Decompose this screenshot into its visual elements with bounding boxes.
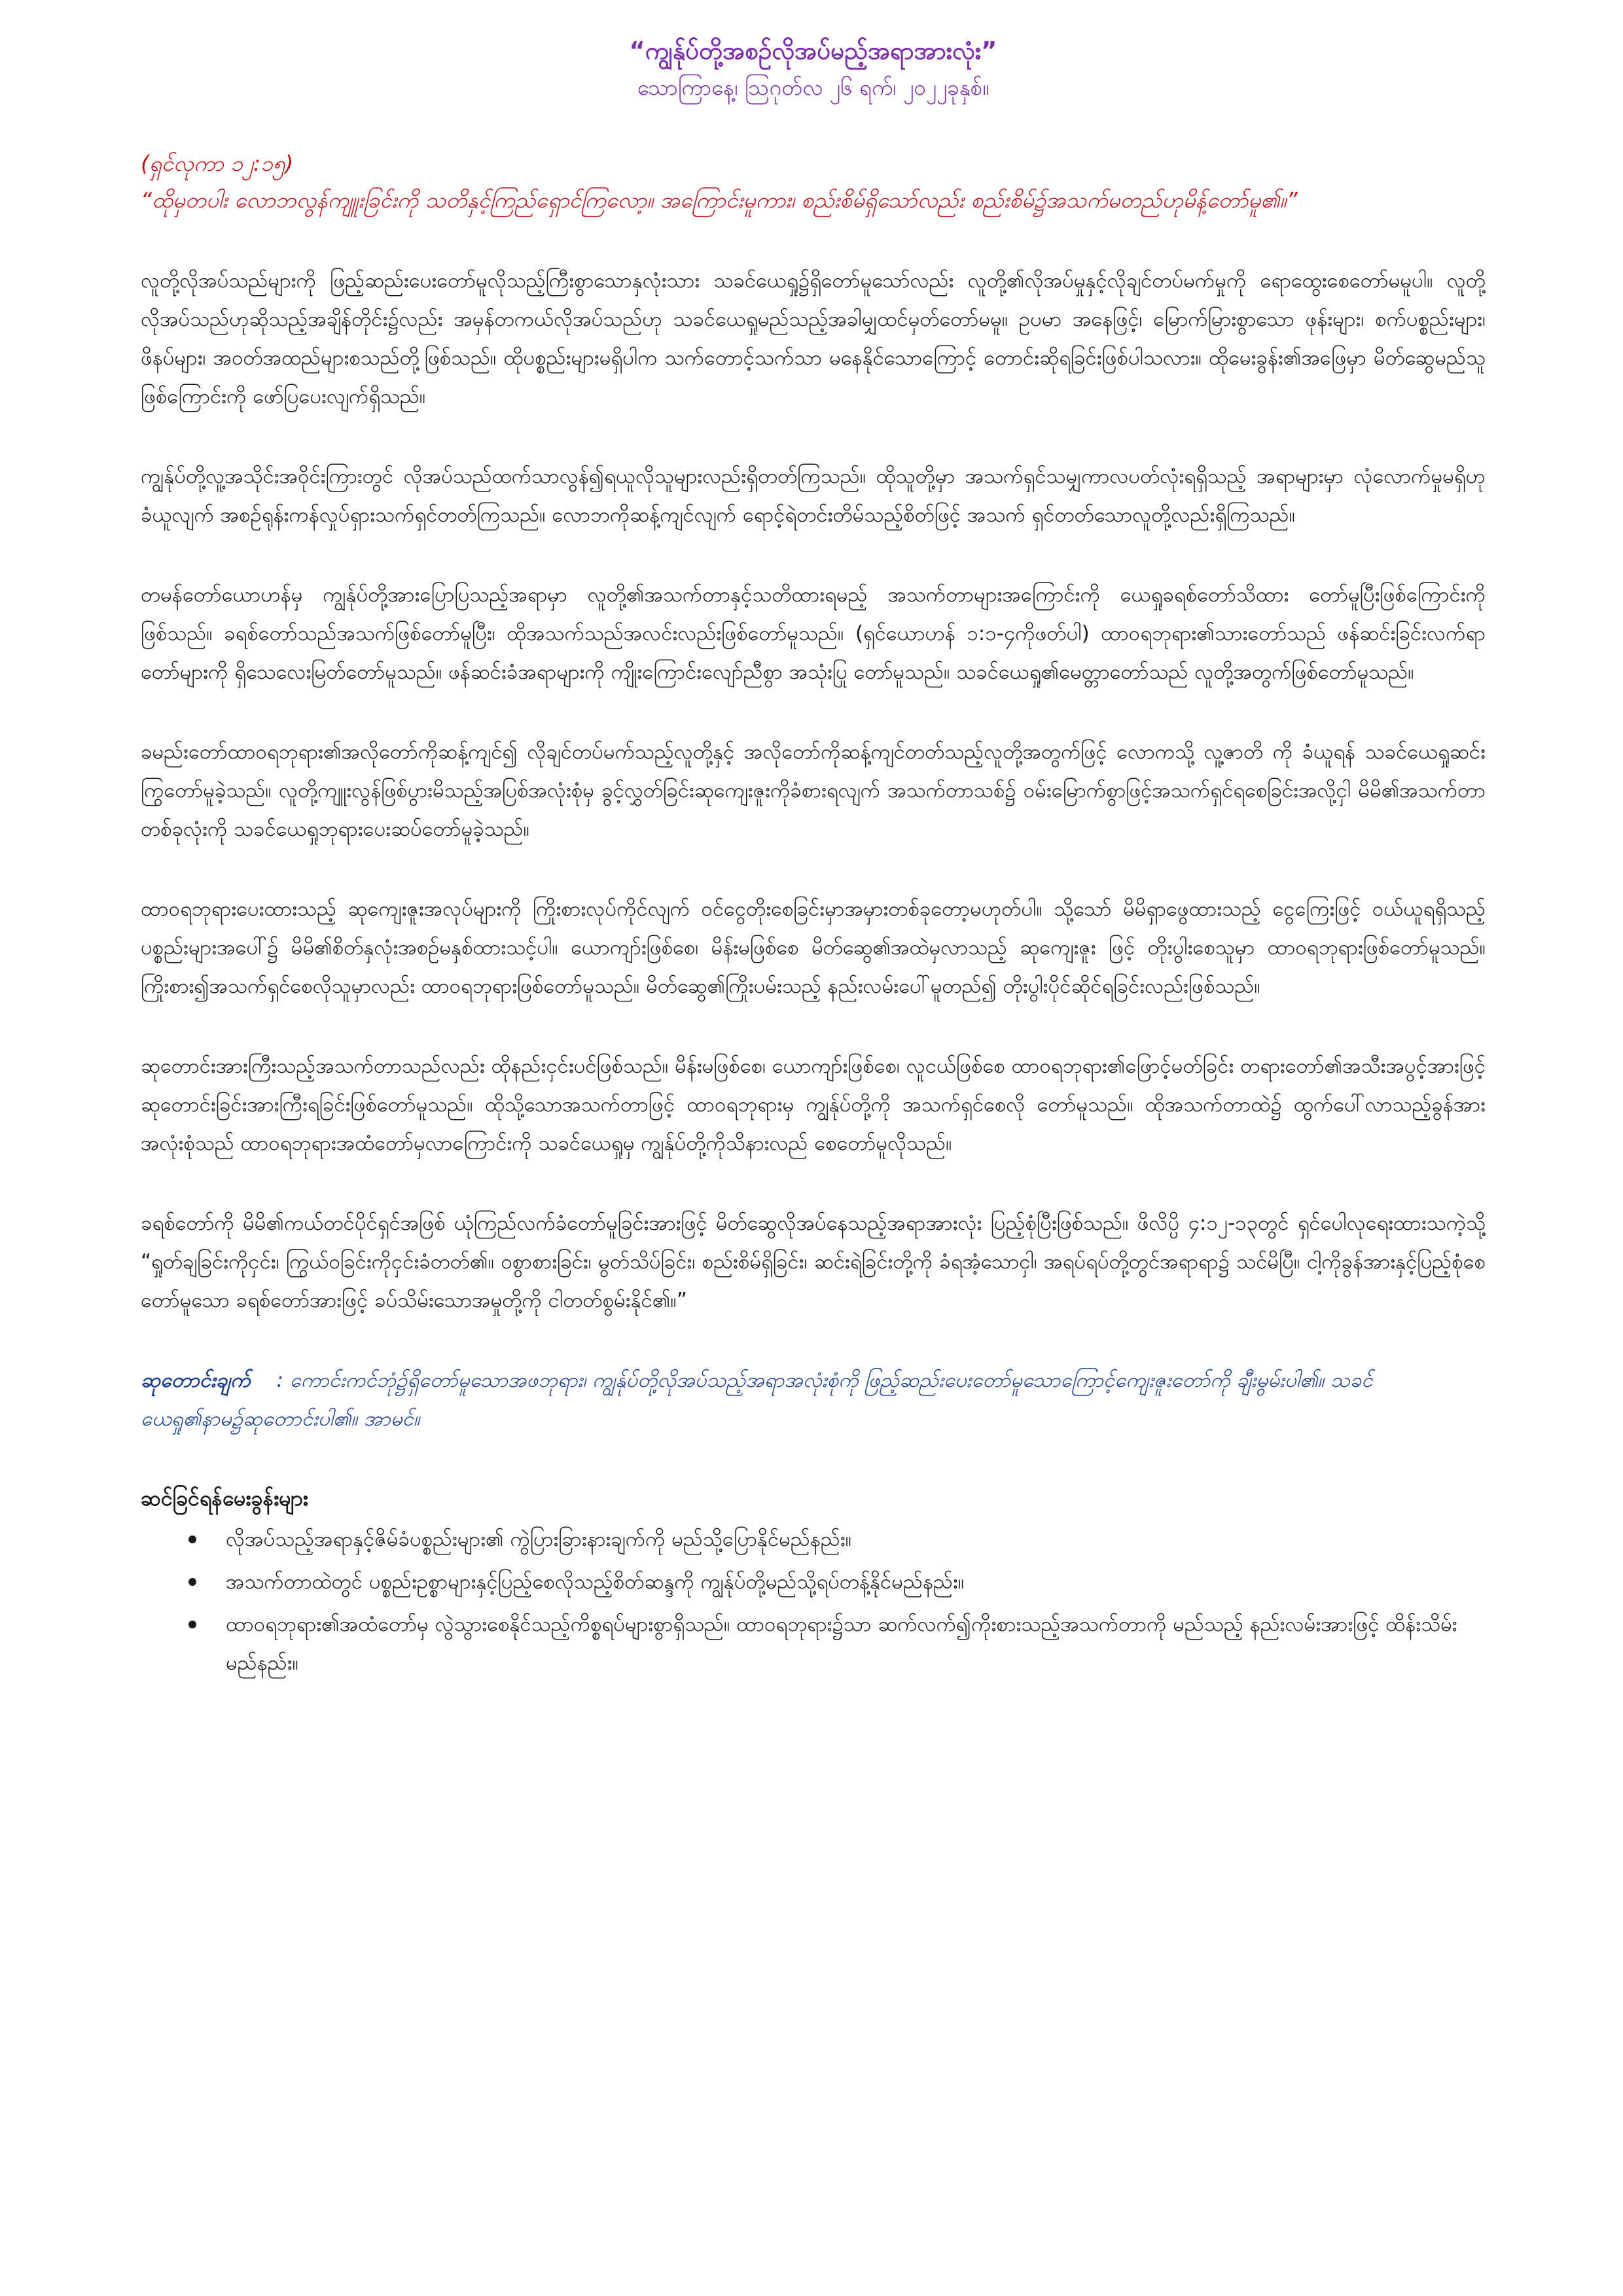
question-text: အသက်တာထဲတွင် ပစ္စည်းဥစ္စာများနှင့်ပြည့်စေလိုသည့်စိတ်ဆန္ဒကို ကျွန်ုပ်တို့မည်သို့ရပ်တန့်နိုင်မည်နည်း။ [226, 1570, 965, 1594]
list-item [188, 1563, 1486, 1602]
verse-reference: (ရှင်လုကာ ၁၂:၁၅) [141, 151, 294, 176]
questions-title: ဆင်ခြင်ရန်မေးခွန်းများ [141, 1486, 308, 1511]
questions-list [141, 1520, 1486, 1683]
prayer-text: ကောင်းကင်ဘုံ၌ရှိတော်မူသောအဖဘုရား၊ ကျွန်ုပ်တို့လိုအပ်သည့်အရာအလုံးစုံကို ဖြည့်ဆည်းပေးတော်မူသောကြောင့်ကျေးဇူးတော်ကို ချီးမွမ်းပါ၏။ သခင်ယေရှု၏နာမ၌ဆုတောင်းပါ၏။ အာမင်။ [141, 1369, 1373, 1431]
question-text: လိုအပ်သည့်အရာနှင့်ဇိမ်ခံပစ္စည်းများ၏ ကွဲပြားခြားနားချက်ကို မည်သို့ပြောနိုင်မည်နည်း။ [226, 1528, 852, 1551]
list-item [188, 1520, 1486, 1559]
page-title: “ကျွန်ုပ်တို့အစဉ်လိုအပ်မည့်အရာအားလုံး” [629, 37, 997, 65]
prayer-separator: : [276, 1369, 283, 1392]
verse-text: “ထိုမှတပါး လောဘလွန်ကျူးခြင်းကို သတိနှင့်ကြည်ရှောင်ကြလော့။ အကြောင်းမူကား၊ စည်းစိမ်ရှိသော်လည်း စည်းစိမ်၌အသက်မတည်ဟုမိန့်တော်မူ၏။” [141, 187, 1298, 213]
bullet-icon [188, 1578, 196, 1586]
page-date: သောကြာနေ့၊ ဩဂုတ်လ ၂၆ ရက်၊ ၂၀၂၂ခုနှစ်။ [637, 75, 990, 100]
question-text: ထာဝရဘုရား၏အထံတော်မှ လွဲသွားစေနိုင်သည့်ကိစ္စရပ်များစွာရှိသည်။ ထာဝရဘုရား၌သာ ဆက်လက်၍ကိုးစားသည့်အသက်တာကို မည်သည့် နည်းလမ်းအားဖြင့် ထိန်းသိမ်းမည်နည်း။ [226, 1613, 1457, 1675]
bullet-icon [188, 1621, 196, 1628]
body-paragraph: လူတို့လိုအပ်သည်များကို ဖြည့်ဆည်းပေးတော်မူလိုသည့်ကြီးစွာသောနှလုံးသား သခင်ယေရှု၌ရှိတော်မူသော်လည်း လူတို့၏လိုအပ်မှုနှင့်လိုချင်တပ်မက်မှုကို ရောထွေးစေတော်မမူပါ။ လူတို့လိုအပ်သည်ဟုဆိုသည့်အချိန်တိုင်း၌လည်း အမှန်တကယ်လိုအပ်သည်ဟု သခင်ယေရှုမည်သည့်အခါမျှထင်မှတ်တော်မမူ။ ဥပမာ အနေဖြင့်၊ မြောက်မြားစွာသော ဖုန်းများ၊ စက်ပစ္စည်းများ၊ ဖိနပ်များ၊ အဝတ်အထည်များစသည်တို့ဖြစ်သည်။ ထိုပစ္စည်းများမရှိပါက သက်တောင့်သက်သာ မနေနိုင်သောကြောင့် တောင်းဆိုရခြင်းဖြစ်ပါသလား။ ထိုမေးခွန်း၏အဖြေမှာ မိတ်ဆွေမည်သူဖြစ်ကြောင်းကို ဖော်ပြပေးလျက်ရှိသည်။ [141, 269, 1486, 408]
prayer-block [141, 1361, 1486, 1439]
body-paragraph: ကျွန်ုပ်တို့လူ့အသိုင်းအဝိုင်းကြားတွင် လိုအပ်သည်ထက်သာလွန်၍ရယူလိုသူများလည်းရှိတတ်ကြသည်။ ထိုသူတို့မှာ အသက်ရှင်သမျှကာလပတ်လုံးရရှိသည့် အရာများမှာ လုံလောက်မှုမရှိဟုခံယူလျက် အစဉ်ရုန်းကန်လှုပ်ရှားသက်ရှင်တတ်ကြသည်။ လောဘကိုဆန့်ကျင်လျက် ရောင့်ရဲတင်းတိမ်သည့်စိတ်ဖြင့် အသက် ရှင်တတ်သောလူတို့လည်းရှိကြသည်။ [141, 465, 1486, 527]
body-paragraph: ထာဝရဘုရားပေးထားသည့် ဆုကျေးဇူးအလုပ်များကို ကြိုးစားလုပ်ကိုင်လျက် ဝင်ငွေတိုးစေခြင်းမှာအမှားတစ်ခုတော့မဟုတ်ပါ။ သို့သော် မိမိရှာဖွေထားသည့် ငွေကြေးဖြင့် ဝယ်ယူရရှိသည့်ပစ္စည်းများအပေါ်၌ မိမိ၏စိတ်နှလုံးအစဉ်မနှစ်ထားသင့်ပါ။ ယောကျာ်းဖြစ်စေ၊ မိန်းမဖြစ်စေ မိတ်ဆွေ၏အထဲမှလာသည့် ဆုကျေးဇူး ဖြင့် တိုးပွါးစေသူမှာ ထာဝရဘုရားဖြစ်တော်မူသည်။ ကြိုးစား၍အသက်ရှင်စေလိုသူမှာလည်း ထာဝရဘုရားဖြစ်တော်မူသည်။ မိတ်ဆွေ၏ကြိုးပမ်းသည့် နည်းလမ်းပေါ်မူတည်၍ တိုးပွါးပိုင်ဆိုင်ရခြင်းလည်းဖြစ်သည်။ [141, 897, 1486, 998]
list-item [188, 1605, 1486, 1683]
prayer-label: ဆုတောင်းချက် [141, 1369, 251, 1392]
body-paragraph: ဆုတောင်းအားကြီးသည့်အသက်တာသည်လည်း ထိုနည်းငှင်းပင်ဖြစ်သည်။ မိန်းမဖြစ်စေ၊ ယောကျာ်းဖြစ်စေ၊ လူငယ်ဖြစ်စေ ထာဝရဘုရား၏ဖြောင့်မတ်ခြင်း တရားတော်၏အသီးအပွင့်အားဖြင့် ဆုတောင်းခြင်းအားကြီးရခြင်းဖြစ်တော်မူသည်။ ထိုသို့သောအသက်တာဖြင့် ထာဝရဘုရားမှ ကျွန်ုပ်တို့ကို အသက်ရှင်စေလို တော်မူသည်။ ထိုအသက်တာထဲ၌ ထွက်ပေါ်လာသည့်ခွန်အားအလုံးစုံသည် ထာဝရဘုရားအထံတော်မှလာကြောင်းကို သခင်ယေရှုမှ ကျွန်ုပ်တို့ကိုသိနားလည် စေတော်မူလိုသည်။ [141, 1054, 1486, 1155]
body-paragraph: တမန်တော်ယောဟန်မှ ကျွန်ုပ်တို့အားပြောပြသည့်အရာမှာ လူတို့၏အသက်တာနှင့်သတိထားရမည့် အသက်တာများအကြောင်းကို ယေရှုခရစ်တော်သိထား တော်မူပြီးဖြစ်ကြောင်းကိုဖြစ်သည်။ ခရစ်တော်သည်အသက်ဖြစ်တော်မူပြီး၊ ထိုအသက်သည်အလင်းလည်းဖြစ်တော်မူသည်။ (ရှင်ယောဟန် ၁:၁-၄ကိုဖတ်ပါ) ထာဝရဘုရား၏သားတော်သည် ဖန်ဆင်းခြင်းလက်ရာတော်များကို ရှိသေလေးမြတ်တော်မူသည်။ ဖန်ဆင်းခံအရာများကို ကျိုးကြောင်းလျော်ညီစွာ အသုံးပြု တော်မူသည်။ သခင်ယေရှု၏မေတ္တာတော်သည် လူတို့အတွက်ဖြစ်တော်မူသည်။ [141, 583, 1486, 684]
body-paragraph: ခရစ်တော်ကို မိမိ၏ကယ်တင်ပိုင်ရှင်အဖြစ် ယုံကြည်လက်ခံတော်မူခြင်းအားဖြင့် မိတ်ဆွေလိုအပ်နေသည့်အရာအားလုံး ပြည့်စုံပြီးဖြစ်သည်။ ဖိလိပ္ပိ ၄:၁၂-၁၃တွင် ရှင်ပေါလုရေးထားသကဲ့သို့ “ရှုတ်ချခြင်းကိုငှင်း၊ ကြွယ်ဝခြင်းကိုငှင်းခံတတ်၏။ ဝစွာစားခြင်း၊ မွတ်သိပ်ခြင်း၊ စည်းစိမ်ရှိခြင်း၊ ဆင်းရဲခြင်းတို့ကို ခံရအံ့သောငှါ၊ အရပ်ရပ်တို့တွင်အရာရာ၌ သင်မိပြီ။ ငါ့ကိုခွန်အားနှင့်ပြည့်စုံစေတော်မူသော ခရစ်တော်အားဖြင့် ခပ်သိမ်းသောအမှုတို့ကို ငါတတ်စွမ်းနိုင်၏။” [141, 1211, 1486, 1312]
body-paragraph: ခမည်းတော်ထာဝရဘုရား၏အလိုတော်ကိုဆန့်ကျင်၍ လိုချင်တပ်မက်သည့်လူတို့နှင့် အလိုတော်ကိုဆန့်ကျင်တတ်သည့်လူတို့အတွက်ဖြင့် လောကသို့ လူ့ဇာတိ ကို ခံယူရန် သခင်ယေရှုဆင်းကြွတော်မူခဲ့သည်။ လူတို့ကျူးလွန်ဖြစ်ပွားမိသည့်အပြစ်အလုံးစုံမှ ခွင့်လွှတ်ခြင်းဆုကျေးဇူးကိုခံစားရလျက် အသက်တာသစ်၌ ဝမ်းမြောက်စွာဖြင့်အသက်ရှင်ရစေခြင်းအလို့ငှါ မိမိ၏အသက်တာတစ်ခုလုံးကို သခင်ယေရှုဘုရားပေးဆပ်တော်မူခဲ့သည်။ [141, 740, 1486, 841]
bullet-icon [188, 1535, 196, 1543]
